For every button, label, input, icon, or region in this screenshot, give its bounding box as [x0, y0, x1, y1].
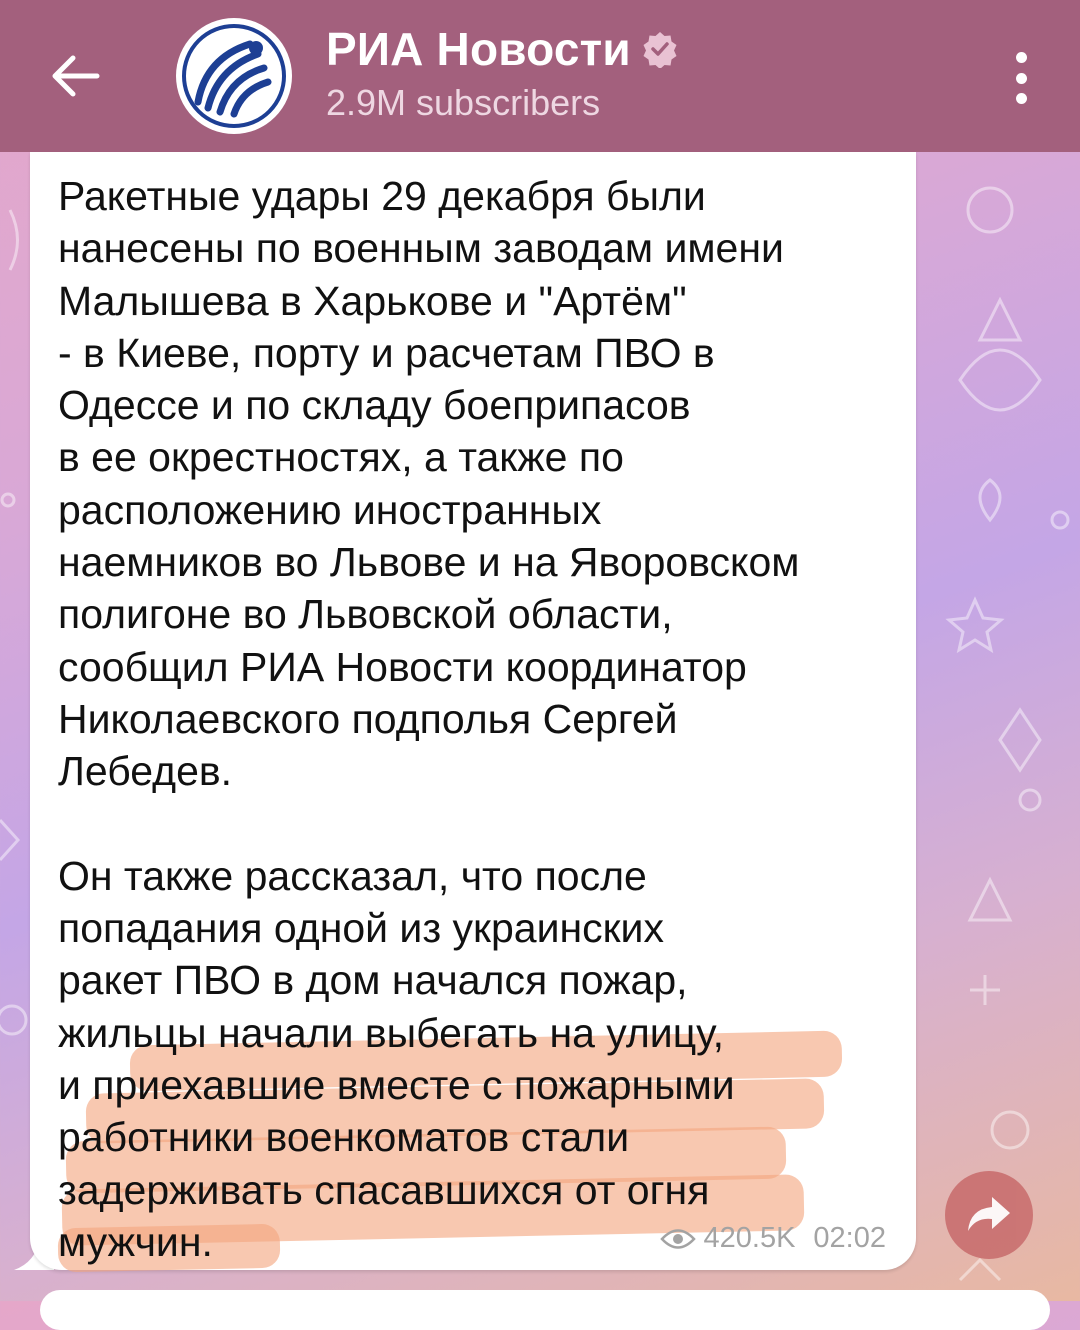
- message-bubble[interactable]: [30, 152, 916, 1270]
- view-count: 420.5K: [703, 1222, 796, 1254]
- eye-icon: [660, 1228, 696, 1250]
- channel-info[interactable]: [326, 22, 679, 124]
- message-text: [58, 170, 888, 1268]
- channel-name: РИА Новости: [326, 23, 631, 75]
- more-menu-button[interactable]: [1006, 52, 1036, 104]
- message-time: 02:02: [813, 1222, 886, 1254]
- channel-avatar[interactable]: [176, 18, 292, 134]
- ria-logo-icon: [176, 18, 292, 134]
- message-meta: [660, 1222, 887, 1255]
- message-paragraph-2: Он также рассказал, что после попадания одной из украинских ракет ПВО в дом начался пожар, жильцы начали выбегать на улицу, и приехавшие вместе с пожарными работники военкоматов стали задерживать спасавшихся от огня мужчин.: [58, 852, 735, 1265]
- subscriber-count: 2.9M subscribers: [326, 82, 601, 123]
- back-button[interactable]: [46, 46, 106, 106]
- more-vertical-icon: [1016, 52, 1027, 63]
- chat-header: [0, 0, 1080, 152]
- share-button[interactable]: [945, 1171, 1033, 1259]
- share-arrow-icon: [966, 1195, 1012, 1235]
- verified-badge-icon: [641, 30, 679, 68]
- next-message-edge: [40, 1290, 1050, 1330]
- arrow-left-icon: [51, 54, 101, 98]
- message-paragraph-1: Ракетные удары 29 декабря были нанесены по военным заводам имени Малышева в Харькове и "Артём" - в Киеве, порту и расчетам ПВО в Одессе и по складу боеприпасов в ее окрестностях, а также по расположению иностранных наемников во Львове и на Яворовском полигоне во Львовской области, сообщил РИА Новости координатор Николаевского подполья Сергей Лебедев.: [58, 173, 800, 795]
